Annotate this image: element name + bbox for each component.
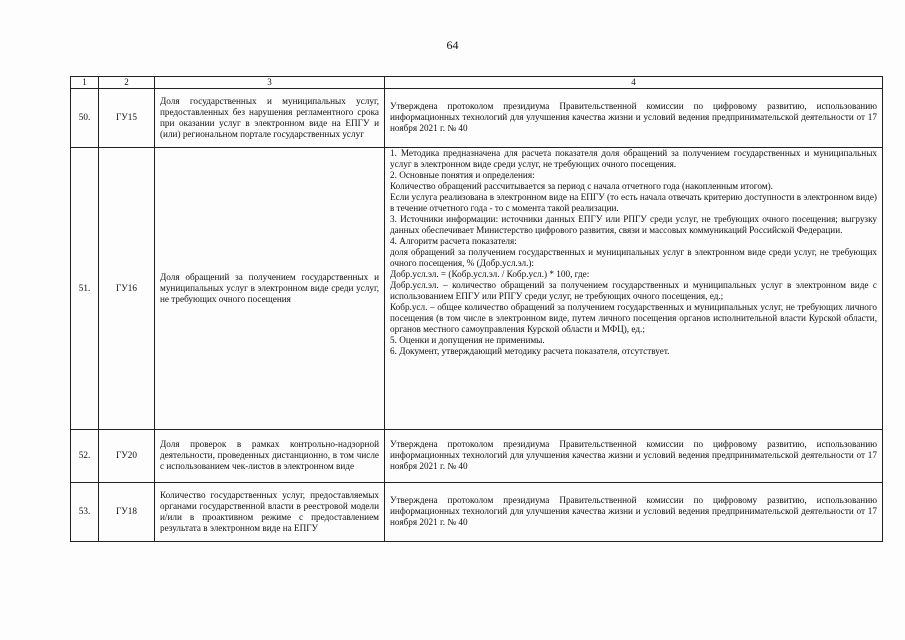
row-number: 51. xyxy=(71,147,99,429)
indicator-code: ГУ15 xyxy=(99,88,155,147)
column-header: 2 xyxy=(99,77,155,89)
methodology-paragraph: Добр.усл.эл. – количество обращений за получением государственных и муниципальных услуг в электронном виде с использованием ЕПГУ или РПГУ среди услуг, не требующих очного посещения, ед.; xyxy=(390,280,877,302)
column-header: 4 xyxy=(385,77,883,89)
methodology-paragraph: доля обращений за получением государственных и муниципальных услуг в электронном виде среди услуг, не требующих очного посещения, % (Добр.усл.эл.): xyxy=(390,247,877,269)
page-number: 64 xyxy=(446,38,459,52)
table-row xyxy=(71,88,883,147)
row-number: 53. xyxy=(71,482,99,541)
methodology-text: Утверждена протоколом президиума Правительственной комиссии по цифровому развитию, использованию информационных технологий для улучшения качества жизни и условий ведения предпринимательской деятельности от 17 ноября 2021 г. № 40 xyxy=(385,88,883,147)
methodology-paragraph: Если услуга реализована в электронном виде на ЕПГУ (то есть начала отвечать критерию доступности в электронном виде) в течение отчетного года - то с момента такой реализации. xyxy=(390,191,877,213)
table-row xyxy=(71,147,883,429)
indicator-name: Доля обращений за получением государственных и муниципальных услуг в электронном виде среди услуг, не требующих очного посещения xyxy=(155,147,385,429)
methodology-text: Утверждена протоколом президиума Правительственной комиссии по цифровому развитию, использованию информационных технологий для улучшения качества жизни и условий ведения предпринимательской деятельности от 17 ноября 2021 г. № 40 xyxy=(385,429,883,482)
indicators-table xyxy=(70,76,883,542)
row-number: 50. xyxy=(71,88,99,147)
indicator-code: ГУ20 xyxy=(99,429,155,482)
row-number: 52. xyxy=(71,429,99,482)
column-header: 1 xyxy=(71,77,99,89)
methodology-text xyxy=(385,147,883,429)
table-row xyxy=(71,482,883,541)
methodology-paragraph: 1. Методика предназначена для расчета показателя доля обращений за получением государственных и муниципальных услуг в электронном виде среди услуг, не требующих очного посещения. xyxy=(390,147,877,169)
methodology-paragraph: 2. Основные понятия и определения: xyxy=(390,169,535,180)
methodology-paragraph: Кобр.усл. – общее количество обращений за получением государственных и муниципальных услуг, не требующих личного посещения (в том числе в электронном виде, путем личного посещения органов исполнительной власти Курской области, органов местного самоуправления Курской области и МФЦ), ед.; xyxy=(390,302,877,335)
methodology-paragraph: 5. Оценки и допущения не применимы. xyxy=(390,335,545,346)
indicator-code: ГУ16 xyxy=(99,147,155,429)
indicator-name: Количество государственных услуг, предоставляемых органами государственной власти в реестровой модели и/или в проактивном режиме с предоставлением результата в электронном виде на ЕПГУ xyxy=(155,482,385,541)
methodology-paragraph: Добр.усл.эл. = (Кобр.усл.эл. / Кобр.усл.) * 100, где: xyxy=(390,269,590,280)
table-row xyxy=(71,429,883,482)
column-header: 3 xyxy=(155,77,385,89)
indicator-code: ГУ18 xyxy=(99,482,155,541)
indicator-name: Доля проверок в рамках контрольно-надзорной деятельности, проведенных дистанционно, в том числе с использованием чек-листов в электронном виде xyxy=(155,429,385,482)
methodology-text: Утверждена протоколом президиума Правительственной комиссии по цифровому развитию, использованию информационных технологий для улучшения качества жизни и условий ведения предпринимательской деятельности от 17 ноября 2021 г. № 40 xyxy=(385,482,883,541)
indicator-name: Доля государственных и муниципальных услуг, предоставленных без нарушения регламентного срока при оказании услуг в электронном виде на ЕПГУ и (или) региональном портале государственных услуг xyxy=(155,88,385,147)
methodology-paragraph: 6. Документ, утверждающий методику расчета показателя, отсутствует. xyxy=(390,346,670,357)
table-header-row xyxy=(71,77,883,89)
methodology-paragraph: 4. Алгоритм расчета показателя: xyxy=(390,236,517,247)
methodology-paragraph: Количество обращений рассчитывается за период с начала отчетного года (накопленным итогом). xyxy=(390,180,773,191)
methodology-paragraph: 3. Источники информации: источники данных ЕПГУ или РПГУ среди услуг, не требующих очного посещения; выгрузку данных обеспечивает Министерство цифрового развития, связи и массовых коммуникаций Российской Федерации. xyxy=(390,213,877,236)
